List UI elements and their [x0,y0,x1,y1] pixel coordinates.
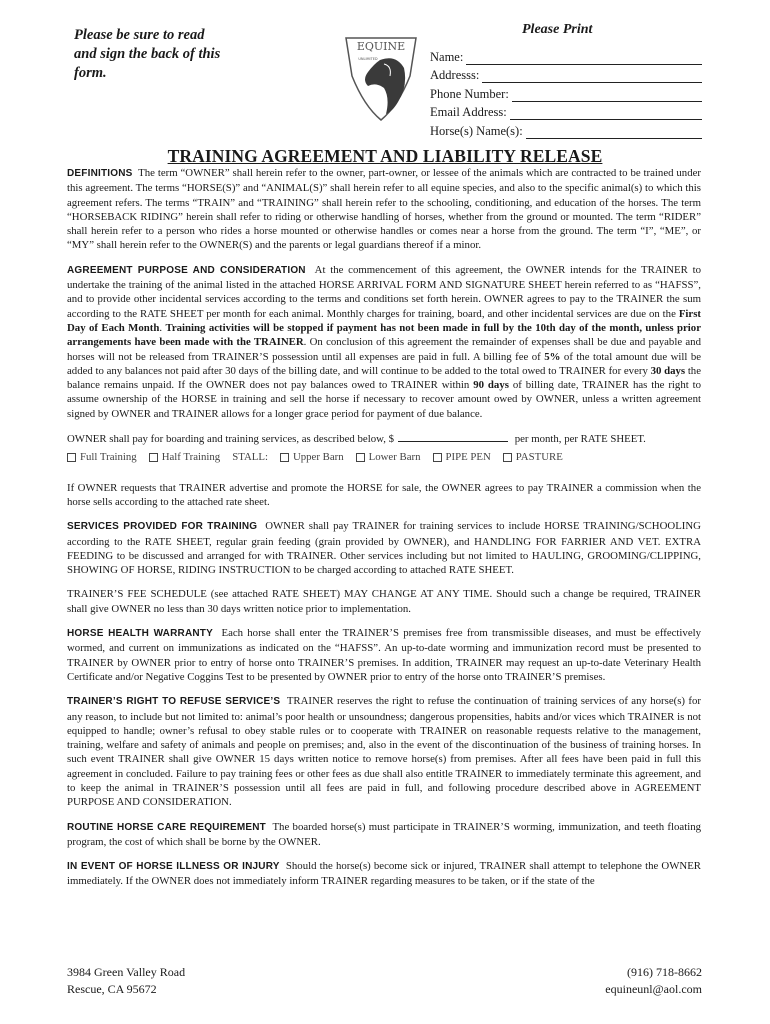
section-heading: SERVICES PROVIDED FOR TRAINING [67,521,258,533]
checkbox-icon[interactable] [67,453,76,462]
pay-text: per month, per RATE SHEET. [514,433,646,446]
monthly-amount-field[interactable] [398,431,508,442]
illness-section [67,859,701,889]
phone-field[interactable] [430,83,702,102]
footer-city: Rescue, CA 95672 [67,982,157,996]
notice-line: form. [74,65,107,81]
section-text: Each horse shall enter the TRAINER’S premises free from transmissible diseases, and must be effectively wormed, and current on immunizations as indicated on the “HAFSS”. An up-to-date worming and immunization record must be presented to TRAINER by OWNER prior to entry of horse onto TRAINER’S premises. In addition, TRAINER may request an up-to-date Veterinary Health Certificate and/or Negative Coggins Test to be presented by OWNER prior to entry of the horse onto TRAINER’S premises. [67,627,702,683]
refuse-section [67,694,701,809]
field-label: Name: [430,49,464,64]
section-text: The boarded horse(s) must participate in TRAINER’S worming, immunization, and teeth floating program, the cost of which shall be borne by the OWNER. [67,820,701,848]
emphasis-text: 5% [544,350,561,363]
owner-info-fields [430,46,702,139]
section-text: On conclusion of this agreement the remainder of expenses shall be due and payable and horses will not be released from TRAINER’S possession until all expenses are paid in full. A billing fee of [67,336,701,363]
option-lower-barn[interactable] [356,450,421,464]
field-line[interactable] [510,106,702,120]
option-pipe-pen[interactable] [433,450,491,464]
horse-names-field[interactable] [430,120,702,139]
please-print-label: Please Print [522,22,593,37]
footer-email[interactable]: equineunl@aol.com [605,982,702,996]
option-label: PIPE PEN [445,451,491,464]
option-pasture[interactable] [503,450,563,464]
checkbox-icon[interactable] [503,453,512,462]
fee-section: TRAINER’S FEE SCHEDULE (see attached RATE SHEET) MAY CHANGE AT ANY TIME. Should such a change be required, TRAINER shall give OWNER no less than 30 days written notice prior to implementation. [67,588,701,615]
option-label: PASTURE [515,451,563,464]
footer-phone: (916) 718-8662 [627,965,702,979]
page-title: TRAINING AGREEMENT AND LIABILITY RELEASE [167,146,603,166]
section-heading: HORSE HEALTH WARRANTY [67,628,213,640]
footer-contact [605,964,702,998]
horse-head-logo-icon [338,36,424,122]
checkbox-icon[interactable] [356,453,365,462]
section-text: At the commencement of this agreement, the OWNER intends for the TRAINER to undertake the training of the animal listed in the attached HORSE ARRIVAL FORM AND SIGNATURE SHEET herein referred to as “HAFSS”, and to provide other incidental services according to the terms and conditions set forth herein. OWNER agrees to pay to the TRAINER the sum according to the RATE SHEET per month for each animal. Monthly charges for training, board, and other incidental services are due on the [67,263,701,320]
section-heading: AGREEMENT PURPOSE AND CONSIDERATION [67,264,306,276]
section-text: The term “OWNER” shall herein refer to the owner, part-owner, or lessee of the animals which are contracted to be trained under this agreement. The terms “HORSE(S)” and “ANIMAL(S)” shall herein refer to all equine species, and also to the specific animal(s) to which this agreement refers. The terms “TRAIN” and “TRAINING” shall herein refer to the schooling, conditioning, and education of the horses. The term “HORSEBACK RIDING” herein shall refer to riding or otherwise handling of horses, whether from the ground or mounted. The term “RIDER” shall herein refer to a person who rides a horse mounted or otherwise handles or comes near a horse from the ground. The term “I”, “ME”, or “MY” shall herein refer to the OWNER(S) and the parents or legal guardians thereof if a minor. [67,167,701,252]
field-line[interactable] [482,69,702,83]
section-text: of billing date, TRAINER has the right to assume ownership of the HORSE in training and sell the horse if necessary to recover amount owed by OWNER, unless a written agreement signed by OWNER and TRAINER allows for a longer grace period for payment of due balance. [67,379,702,420]
field-line[interactable] [512,88,702,102]
checkbox-icon[interactable] [149,453,158,462]
emphasis-text: Training activities will be stopped if payment has not been made in full by the 10th day of the month, unless prior arrangements have been made with the TRAINER [67,321,701,349]
advertise-section: If OWNER requests that TRAINER advertise and promote the HORSE for sale, the OWNER agrees to pay TRAINER a commission when the horse sells according to the attached rate sheet. [67,481,701,508]
section-heading: IN EVENT OF HORSE ILLNESS OR INJURY [67,861,280,873]
section-heading: ROUTINE HORSE CARE REQUIREMENT [67,821,266,833]
section-heading: TRAINER’S RIGHT TO REFUSE SERVICE’S [67,696,281,708]
section-text: OWNER shall pay TRAINER for training services to include HORSE TRAINING/SCHOOLING according to the RATE SHEET, regular grain feeding (grain provided by OWNER), and HANDLING FOR FARRIER AND VET. EXTRA FEEDING to be discussed and arranged for with TRAINER. Other services including but not limited to HAULING, GROOMING/CLIPPING, SHOWING OF HORSE, RIDING INSTRUCTION to be charged according to attached RATE SHEET. [67,520,701,577]
sign-back-notice [74,26,274,83]
logo-text: EQUINE [356,40,406,53]
option-upper-barn[interactable] [280,450,344,464]
option-full-training[interactable] [67,450,137,464]
field-line[interactable] [526,125,702,139]
section-text: the balance remains unpaid. If the OWNER does not pay balances owed to TRAINER within [67,364,702,392]
address-field[interactable] [430,65,702,84]
option-label: Lower Barn [368,451,421,464]
service-options [67,450,701,464]
equine-unlimited-logo [338,36,424,122]
field-label: Email Address: [430,105,507,119]
health-section [67,626,701,684]
footer-street: 3984 Green Valley Road [67,965,186,979]
option-label: Half Training [161,451,221,464]
name-field[interactable] [430,46,702,65]
checkbox-icon[interactable] [280,453,289,462]
field-label: Horse(s) Name(s): [430,123,523,138]
notice-line: and sign the back of this [74,46,221,62]
emphasis-text: 90 days [473,379,509,392]
notice-line: Please be sure to read [74,27,205,43]
routine-care-section [67,820,701,850]
section-text: of the total amount due will be added to any balances not paid after 30 days of the billing date, and will continue to be added to the total owed to TRAINER for every [67,350,702,377]
pay-line [67,431,701,446]
field-line[interactable] [466,51,702,65]
option-label: Upper Barn [292,451,344,464]
field-label: Phone Number: [430,86,509,101]
footer-address [67,964,185,998]
option-half-training[interactable] [149,450,221,464]
section-text: TRAINER reserves the right to refuse the continuation of training services of any horse(s) for any reason, to include but not limited to: animal’s poor health or unsoundness; dangerous propensities, habits and/or vices which TRAINER is not equipped to handle; owner’s refusal to obey stable rules or to cooperate with TRAINER on reasonable requests relative to the management, training, welfare and safety of animals and people on premises; and, also in the event of the discontinuation of the business of training horses. In such event TRAINER shall give OWNER 15 days written notice to remove horse(s) from premises. After all fees have been paid in full this agreement in concluded. Failure to pay training fees or other fees as due shall also entitle TRAINER to immediately terminate this agreement, and to keep the animal in TRAINER’S possession until all fees are paid in full, and following procedure described above in AGREEMENT PURPOSE AND CONSIDERATION. [67,695,701,809]
definitions-section [67,166,701,253]
emphasis-text: First Day of Each Month [67,307,701,334]
option-label: STALL: [232,451,268,464]
agreement-section: AGREEMENT PURPOSE AND CONSIDERATION At the commencement of this agreement, the OWNER intends for the TRAINER to undertake the training of the animal listed in the attached HORSE ARRIVAL FORM AND SIGNATURE SHEET herein referred to as “HAFSS”, and to provide other incidental services according to the terms and conditions set forth herein. OWNER agrees to pay to the TRAINER the sum according to the RATE SHEET per month for each animal. Monthly charges for training, board, and other incidental services are due on the First Day of Each Month. Training activities will be stopped if payment has not been made in full by the 10th day of the month, unless prior arrangements have been made with the TRAINER. On conclusion of this agreement the remainder of expenses shall be due and payable and horses will not be released from TRAINER’S possession until all expenses are paid in full. A billing fee of 5% of the total amount due will be added to any balances not paid after 30 days of the billing date, and will continue to be added to the total owed to TRAINER for every 30 days the balance remains unpaid. If the OWNER does not pay balances owed to TRAINER within 90 days of billing date, TRAINER has the right to assume ownership of the HORSE in training and sell the horse if necessary to recover amount owed by OWNER, unless a written agreement signed by OWNER and TRAINER allows for a longer grace period for payment of due balance. [67,263,702,420]
pay-text: OWNER shall pay for boarding and training services, as described below, $ [67,433,395,446]
email-field[interactable] [430,102,702,121]
logo-subtext: UNLIMITED [358,57,378,61]
section-text: Should the horse(s) become sick or injured, TRAINER shall attempt to telephone the OWNER immediately. If the OWNER does not immediately inform TRAINER regarding measures to be taken, or if the state of the [67,860,701,888]
emphasis-text: 30 days [650,364,686,377]
checkbox-icon[interactable] [433,453,442,462]
section-heading: DEFINITIONS [67,168,133,179]
stall-label [232,450,268,464]
option-label: Full Training [80,451,137,464]
agreement-body [67,166,701,899]
services-section [67,519,701,577]
field-label: Addresss: [430,68,480,82]
